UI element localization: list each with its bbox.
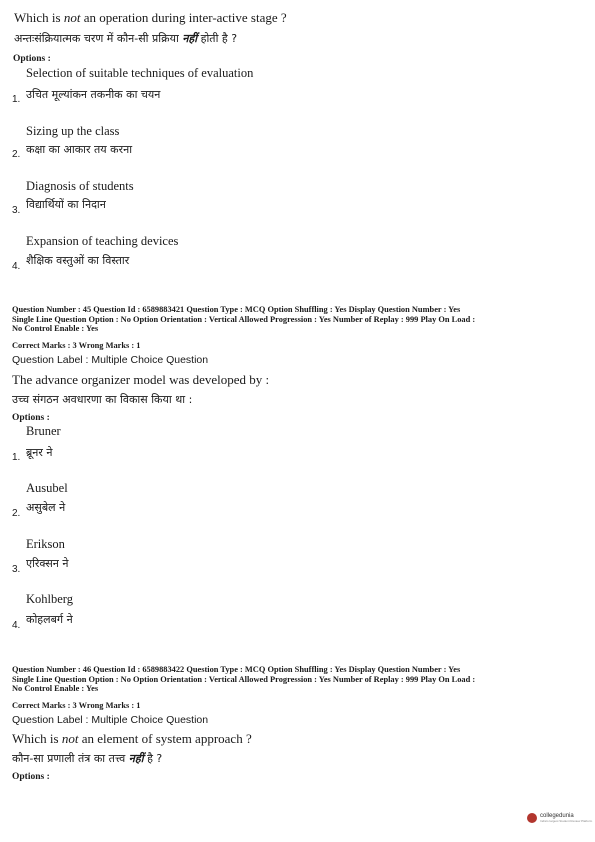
q45-option-1-hi[interactable]: ब्रूनर ने bbox=[26, 446, 53, 459]
q45-question-en: The advance organizer model was developed by : bbox=[12, 372, 270, 387]
q44-option-2-number: 2. bbox=[12, 149, 21, 160]
q44-en-part: an operation during inter-active stage ? bbox=[80, 10, 287, 25]
q45-question-hi: उच्च संगठन अवधारणा का विकास किया था : bbox=[12, 393, 193, 406]
logo-subtext: India's largest Student Review Platform bbox=[540, 819, 593, 823]
q46-metadata bbox=[12, 665, 587, 694]
q45-option-2-en[interactable]: Ausubel bbox=[26, 481, 68, 495]
q46-question-hi bbox=[12, 751, 162, 766]
q45-option-3-hi[interactable]: एरिक्सन ने bbox=[26, 557, 69, 570]
q45-option-1-number: 1. bbox=[12, 452, 21, 463]
q45-meta-line: Single Line Question Option : No Option Orientation : Vertical Allowed Progression : Yes Number of Replay : 999 Play On Load : bbox=[12, 314, 476, 324]
q44-option-2-hi[interactable]: कक्षा का आकार तय करना bbox=[26, 143, 133, 156]
q44-option-3-hi[interactable]: विद्यार्थियों का निदान bbox=[26, 198, 106, 211]
q46-meta-line: No Control Enable : Yes bbox=[12, 684, 99, 693]
q44-option-2-en[interactable]: Sizing up the class bbox=[26, 124, 120, 138]
q46-meta-line: Question Number : 46 Question Id : 6589883422 Question Type : MCQ Option Shuffling : Yes Display Question Number : Yes bbox=[12, 665, 461, 674]
q46-hi-emphasis: नहीं bbox=[128, 752, 144, 765]
q45-option-3-en[interactable]: Erikson bbox=[26, 537, 65, 551]
q46-hi-part: है ? bbox=[143, 752, 163, 765]
q45-metadata bbox=[12, 305, 587, 334]
q45-marks: Correct Marks : 3 Wrong Marks : 1 bbox=[12, 341, 141, 350]
q44-question-hi bbox=[14, 31, 237, 46]
q44-option-3-en[interactable]: Diagnosis of students bbox=[26, 179, 134, 193]
q45-option-4-number: 4. bbox=[12, 620, 21, 631]
q46-meta-line: Single Line Question Option : No Option Orientation : Vertical Allowed Progression : Yes Number of Replay : 999 Play On Load : bbox=[12, 674, 476, 684]
logo-text: collegedunia bbox=[540, 813, 574, 819]
q45-option-2-hi[interactable]: असुबेल ने bbox=[26, 501, 66, 514]
q44-option-1-en[interactable]: Selection of suitable techniques of evaluation bbox=[26, 66, 254, 80]
q44-option-4-number: 4. bbox=[12, 261, 21, 272]
q46-options-label: Options : bbox=[12, 772, 50, 782]
q44-option-4-hi[interactable]: शैक्षिक वस्तुओं का विस्तार bbox=[26, 254, 130, 267]
q45-meta-line: No Control Enable : Yes bbox=[12, 324, 99, 333]
q44-option-4-en[interactable]: Expansion of teaching devices bbox=[26, 234, 179, 248]
q44-question-en bbox=[14, 10, 287, 26]
q45-option-4-hi[interactable]: कोहलबर्ग ने bbox=[26, 613, 73, 626]
q45-options-label: Options : bbox=[12, 413, 50, 423]
q45-option-4-en[interactable]: Kohlberg bbox=[26, 592, 73, 606]
q46-en-part: Which is bbox=[12, 731, 62, 746]
collegedunia-logo-icon bbox=[527, 813, 537, 823]
q45-option-2-number: 2. bbox=[12, 508, 21, 519]
q44-option-1-hi[interactable]: उचित मूल्यांकन तकनीक का चयन bbox=[26, 88, 161, 101]
collegedunia-logo-wordmark bbox=[540, 813, 592, 823]
collegedunia-logo bbox=[527, 813, 592, 823]
q46-en-emphasis: not bbox=[61, 731, 79, 746]
q44-hi-part: अन्तःसंक्रियात्मक चरण में कौन-सी प्रक्रिया bbox=[14, 32, 183, 45]
q45-meta-line: Question Number : 45 Question Id : 6589883421 Question Type : MCQ Option Shuffling : Yes Display Question Number : Yes bbox=[12, 305, 461, 314]
q44-options-label: Options : bbox=[13, 54, 51, 64]
q46-marks: Correct Marks : 3 Wrong Marks : 1 bbox=[12, 701, 141, 710]
q45-question-label: Question Label : Multiple Choice Question bbox=[12, 354, 209, 366]
q44-hi-part: होती है ? bbox=[197, 32, 238, 45]
q46-question-en bbox=[12, 731, 252, 747]
q46-en-part: an element of system approach ? bbox=[78, 731, 252, 746]
q44-option-1-number: 1. bbox=[12, 94, 21, 105]
q46-hi-part: कौन-सा प्रणाली तंत्र का तत्त्व bbox=[12, 752, 129, 765]
q45-option-1-en[interactable]: Bruner bbox=[26, 424, 61, 438]
q44-en-emphasis: not bbox=[63, 10, 81, 25]
q44-option-3-number: 3. bbox=[12, 205, 21, 216]
q44-hi-emphasis: नहीं bbox=[182, 32, 198, 45]
q44-en-part: Which is bbox=[14, 10, 64, 25]
q46-question-label: Question Label : Multiple Choice Question bbox=[12, 714, 209, 726]
q45-option-3-number: 3. bbox=[12, 564, 21, 575]
